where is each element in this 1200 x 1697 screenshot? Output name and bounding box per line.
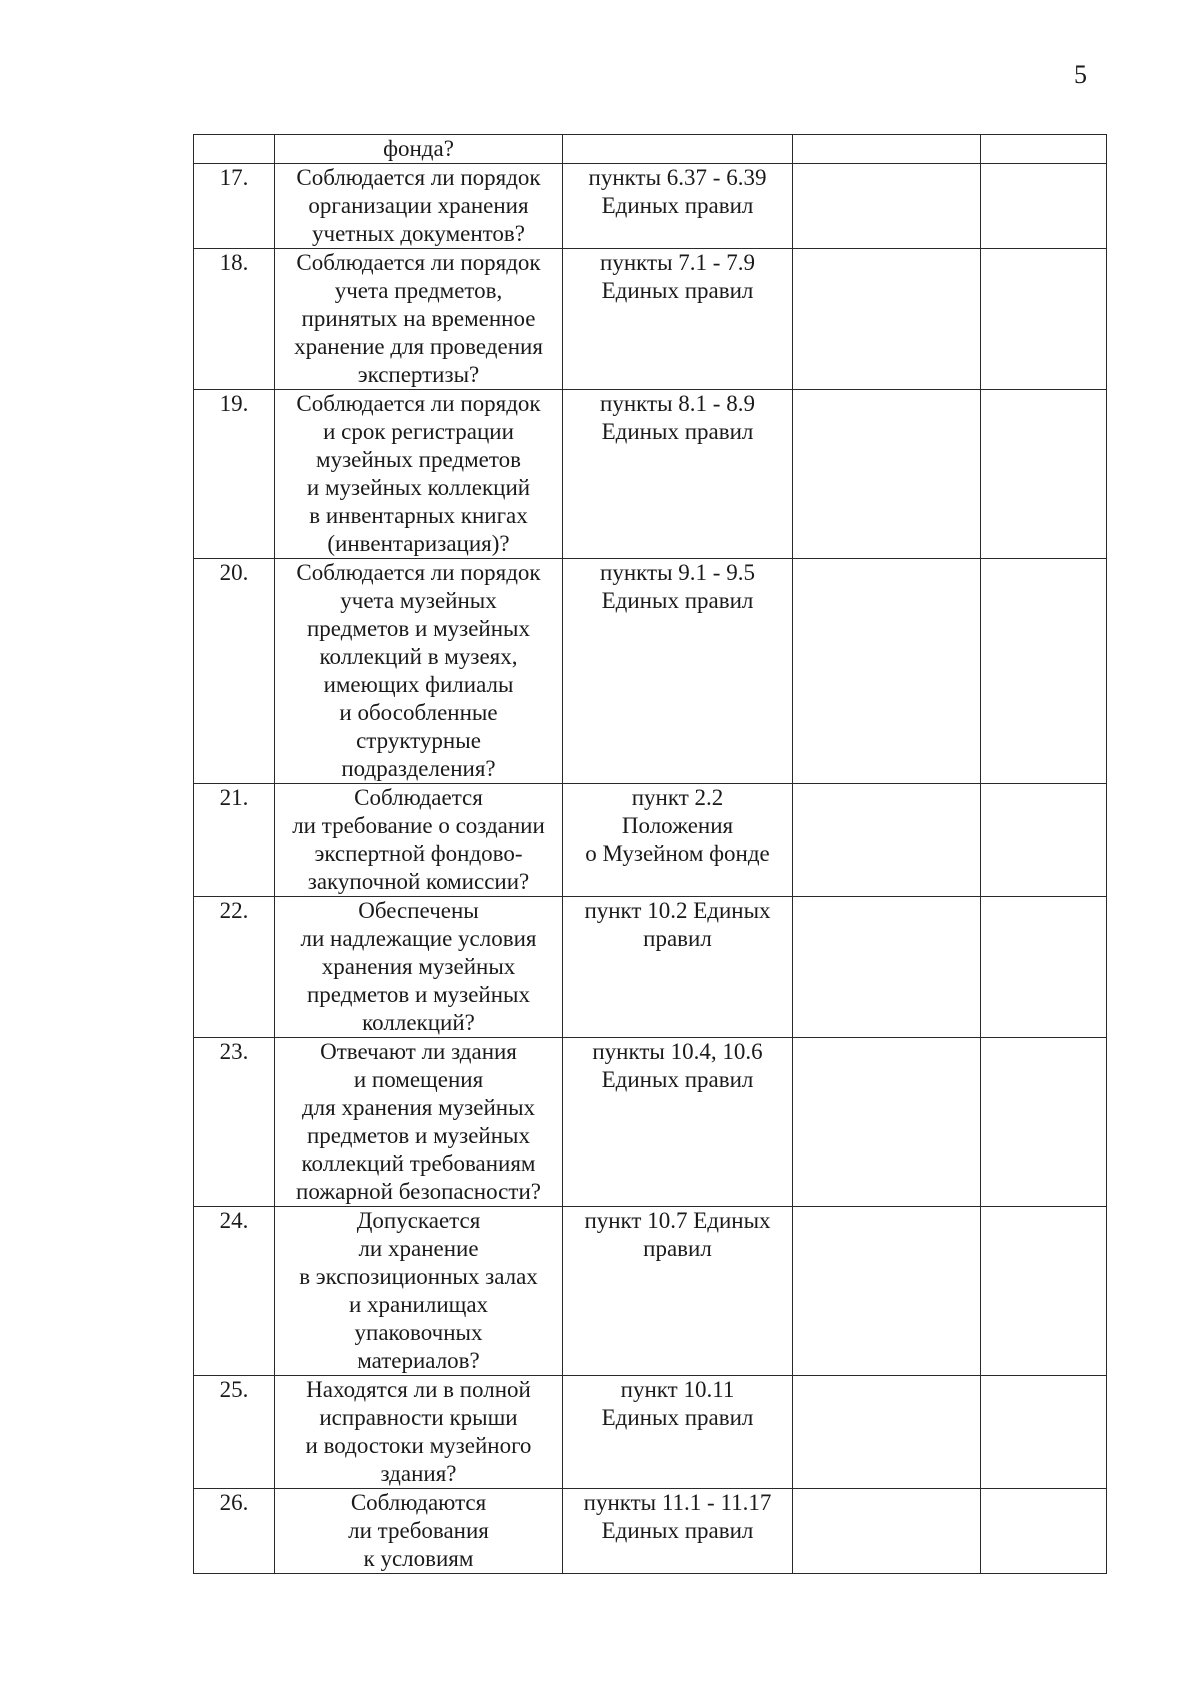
table-row (194, 1207, 1107, 1376)
page-number: 5 (1074, 60, 1087, 89)
reference-cell: пункт 10.2 Единых правил (563, 897, 793, 1038)
question-cell: Находятся ли в полной исправности крыши и водостоки музейного здания? (275, 1376, 563, 1489)
table-row (194, 1038, 1107, 1207)
reference-cell: пункты 7.1 - 7.9 Единых правил (563, 249, 793, 390)
row-number: 24. (194, 1207, 275, 1376)
question-cell: Обеспечены ли надлежащие условия хранения музейных предметов и музейных коллекций? (275, 897, 563, 1038)
table-row (194, 164, 1107, 249)
table-row (194, 897, 1107, 1038)
note-cell (981, 559, 1107, 784)
note-cell (981, 1489, 1107, 1574)
row-number (194, 135, 275, 164)
note-cell (981, 784, 1107, 897)
question-cell: Соблюдается ли порядок и срок регистрации музейных предметов и музейных коллекций в инвентарных книгах (инвентаризация)? (275, 390, 563, 559)
answer-cell (793, 164, 981, 249)
answer-cell (793, 897, 981, 1038)
note-cell (981, 1207, 1107, 1376)
table-row (194, 1376, 1107, 1489)
table-row (194, 559, 1107, 784)
checklist-table (193, 134, 1107, 1574)
note-cell (981, 897, 1107, 1038)
row-number: 25. (194, 1376, 275, 1489)
question-cell: Соблюдается ли порядок учета музейных предметов и музейных коллекций в музеях, имеющих филиалы и обособленные структурные подразделения? (275, 559, 563, 784)
table-row (194, 784, 1107, 897)
answer-cell (793, 249, 981, 390)
row-number: 20. (194, 559, 275, 784)
row-number: 17. (194, 164, 275, 249)
checklist-table-body (194, 135, 1107, 1574)
reference-cell: пункты 11.1 - 11.17 Единых правил (563, 1489, 793, 1574)
reference-cell: пункт 10.7 Единых правил (563, 1207, 793, 1376)
row-number: 19. (194, 390, 275, 559)
table-row (194, 390, 1107, 559)
note-cell (981, 1038, 1107, 1207)
table-row (194, 249, 1107, 390)
answer-cell (793, 135, 981, 164)
answer-cell (793, 1207, 981, 1376)
answer-cell (793, 1489, 981, 1574)
table-row (194, 135, 1107, 164)
reference-cell: пункт 10.11 Единых правил (563, 1376, 793, 1489)
answer-cell (793, 390, 981, 559)
row-number: 21. (194, 784, 275, 897)
reference-cell: пункты 9.1 - 9.5 Единых правил (563, 559, 793, 784)
question-cell: Допускается ли хранение в экспозиционных залах и хранилищах упаковочных материалов? (275, 1207, 563, 1376)
reference-cell: пункты 6.37 - 6.39 Единых правил (563, 164, 793, 249)
question-cell: Соблюдаются ли требования к условиям (275, 1489, 563, 1574)
reference-cell (563, 135, 793, 164)
reference-cell: пункт 2.2 Положения о Музейном фонде (563, 784, 793, 897)
note-cell (981, 164, 1107, 249)
row-number: 23. (194, 1038, 275, 1207)
row-number: 22. (194, 897, 275, 1038)
row-number: 18. (194, 249, 275, 390)
note-cell (981, 390, 1107, 559)
reference-cell: пункты 10.4, 10.6 Единых правил (563, 1038, 793, 1207)
answer-cell (793, 1038, 981, 1207)
note-cell (981, 1376, 1107, 1489)
question-cell: фонда? (275, 135, 563, 164)
note-cell (981, 249, 1107, 390)
answer-cell (793, 784, 981, 897)
reference-cell: пункты 8.1 - 8.9 Единых правил (563, 390, 793, 559)
question-cell: Соблюдается ли требование о создании экспертной фондово- закупочной комиссии? (275, 784, 563, 897)
answer-cell (793, 559, 981, 784)
row-number: 26. (194, 1489, 275, 1574)
question-cell: Отвечают ли здания и помещения для хранения музейных предметов и музейных коллекций требованиям пожарной безопасности? (275, 1038, 563, 1207)
question-cell: Соблюдается ли порядок организации хранения учетных документов? (275, 164, 563, 249)
table-row (194, 1489, 1107, 1574)
note-cell (981, 135, 1107, 164)
answer-cell (793, 1376, 981, 1489)
question-cell: Соблюдается ли порядок учета предметов, принятых на временное хранение для проведения экспертизы? (275, 249, 563, 390)
